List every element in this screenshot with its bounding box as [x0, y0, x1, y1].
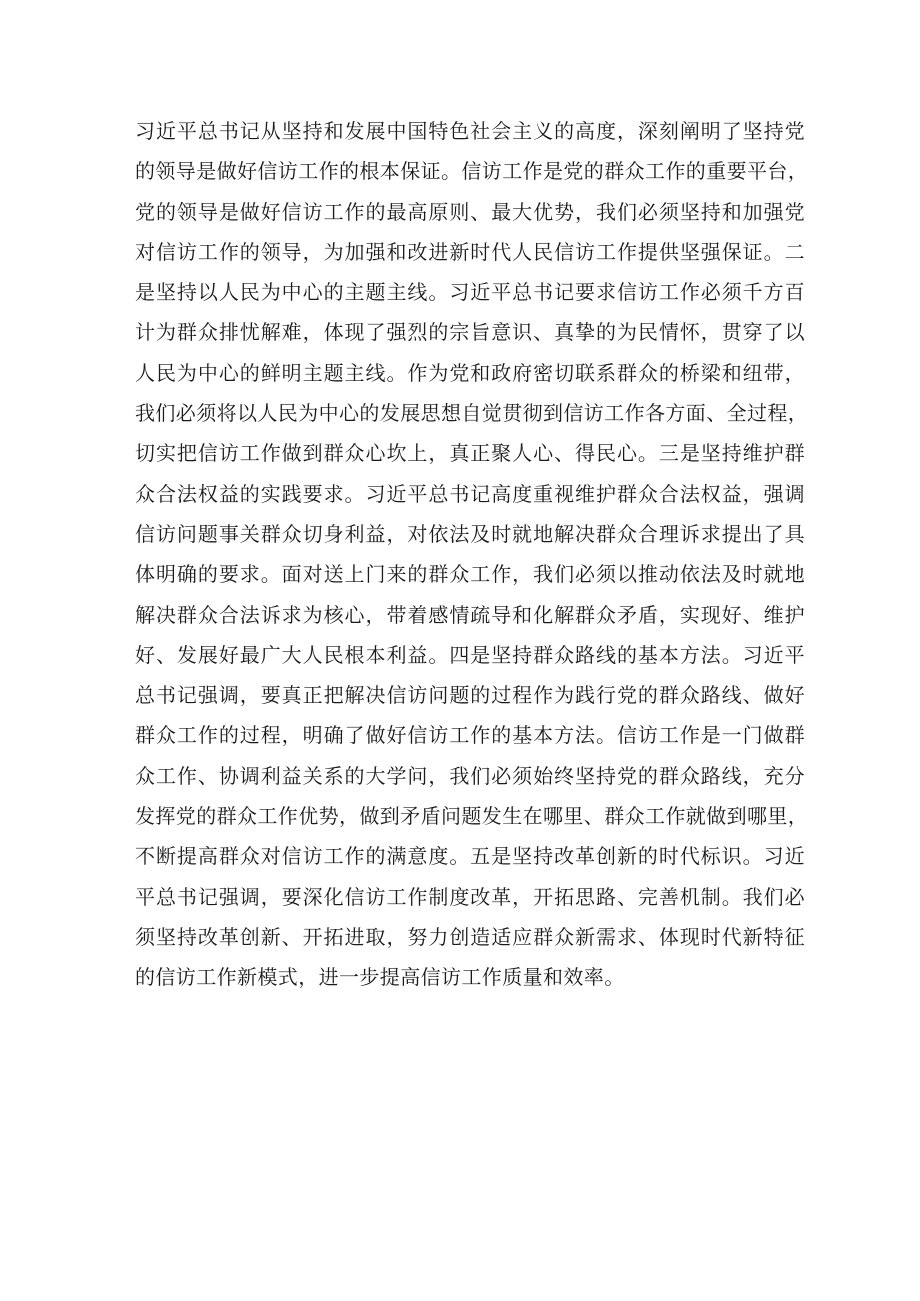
body-paragraph	[135, 111, 809, 998]
paragraph-line: 的信访工作新模式，进一步提高信访工作质量和效率。	[135, 965, 625, 990]
paragraph-line: 众工作、协调利益关系的大学问，我们必须始终坚持党的群众路线，充分	[135, 763, 805, 788]
paragraph-line: 平总书记强调，要深化信访工作制度改革，开拓思路、完善机制。我们必	[135, 884, 805, 909]
paragraph-line: 总书记强调，要真正把解决信访问题的过程作为践行党的群众路线、做好	[135, 683, 805, 708]
paragraph-line: 发挥党的群众工作优势，做到矛盾问题发生在哪里、群众工作就做到哪里，	[135, 804, 809, 829]
paragraph-line: 人民为中心的鲜明主题主线。作为党和政府密切联系群众的桥梁和纽带，	[135, 360, 805, 385]
paragraph-line: 解决群众合法诉求为核心，带着感情疏导和化解群众矛盾，实现好、维护	[135, 602, 805, 627]
paragraph-line: 信访问题事关群众切身利益，对依法及时就地解决群众合理诉求提出了具	[135, 521, 805, 546]
paragraph-line: 的领导是做好信访工作的根本保证。信访工作是党的群众工作的重要平台，	[135, 159, 809, 184]
paragraph-line: 我们必须将以人民为中心的发展思想自觉贯彻到信访工作各方面、全过程，	[135, 401, 809, 426]
paragraph-line: 是坚持以人民为中心的主题主线。习近平总书记要求信访工作必须千方百	[135, 280, 805, 305]
paragraph-line: 切实把信访工作做到群众心坎上，真正聚人心、得民心。三是坚持维护群	[135, 441, 805, 466]
paragraph-line: 不断提高群众对信访工作的满意度。五是坚持改革创新的时代标识。习近	[135, 844, 805, 869]
paragraph-line: 对信访工作的领导，为加强和改进新时代人民信访工作提供坚强保证。二	[135, 239, 805, 264]
paragraph-line: 须坚持改革创新、开拓进取，努力创造适应群众新需求、体现时代新特征	[135, 924, 805, 949]
paragraph-line: 习近平总书记从坚持和发展中国特色社会主义的高度，深刻阐明了坚持党	[135, 119, 805, 143]
paragraph-line: 计为群众排忧解难，体现了强烈的宗旨意识、真挚的为民情怀，贯穿了以	[135, 320, 805, 345]
paragraph-line: 党的领导是做好信访工作的最高原则、最大优势，我们必须坚持和加强党	[135, 199, 805, 224]
paragraph-line: 好、发展好最广大人民根本利益。四是坚持群众路线的基本方法。习近平	[135, 642, 805, 667]
paragraph-line: 众合法权益的实践要求。习近平总书记高度重视维护群众合法权益，强调	[135, 481, 805, 506]
paragraph-line: 体明确的要求。面对送上门来的群众工作，我们必须以推动依法及时就地	[135, 562, 805, 587]
paragraph-line: 群众工作的过程，明确了做好信访工作的基本方法。信访工作是一门做群	[135, 723, 805, 748]
